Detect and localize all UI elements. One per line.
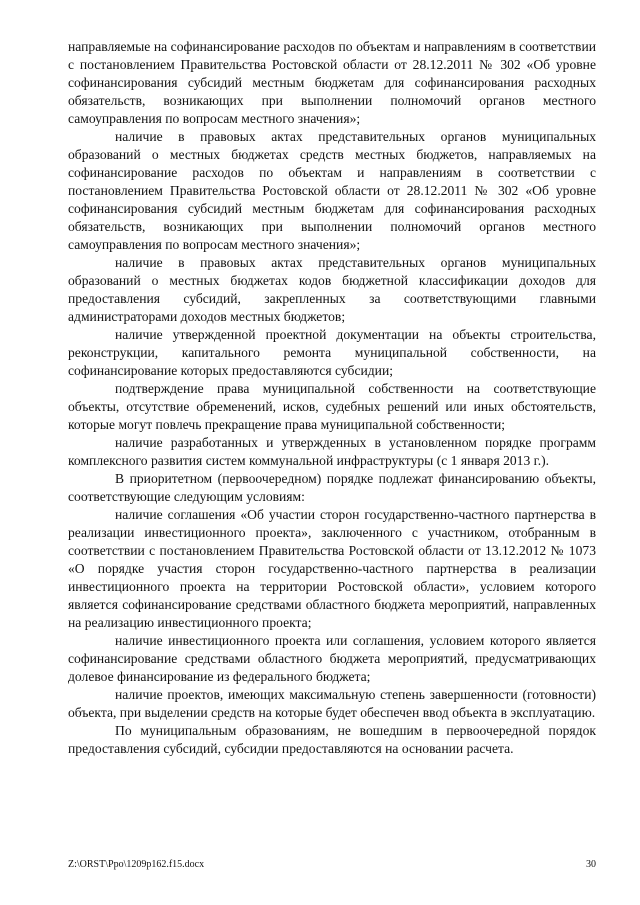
paragraph: наличие соглашения «Об участии сторон государственно-частного партнерства в реализации инвестиционного проекта», заключенного с участником, отобранным в соответствии с постановлением Правительства Ростовской области от 13.12.2012 № 1073 «О порядке участия сторон государственно-частного партнерства в реализации инвестиционного проекта на территории Ростовской области», условием которого является софинансирование средствами областного бюджета мероприятий, направленных на реализацию инвестиционного проекта; [68, 507, 596, 630]
page-footer [68, 858, 596, 872]
paragraph: По муниципальным образованиям, не вошедшим в первоочередной порядок предоставления субсидий, субсидии предоставляются на основании расчета. [68, 723, 596, 756]
paragraph: В приоритетном (первоочередном) порядке подлежат финансированию объекты, соответствующие следующим условиям: [68, 471, 596, 504]
paragraph: направляемые на софинансирование расходов по объектам и направлениям в соответствии с постановлением Правительства Ростовской области от 28.12.2011 № 302 «Об уровне софинансирования субсидий местным бюджетам для софинансирования расходных обязательств, возникающих при выполнении полномочий органов местного самоуправления по вопросам местного значения»; [68, 39, 596, 126]
paragraph: подтверждение права муниципальной собственности на соответствующие объекты, отсутствие обременений, исков, судебных решений или иных обстоятельств, которые могут повлечь прекращение права муниципальной собственности; [68, 381, 596, 432]
paragraph: наличие утвержденной проектной документации на объекты строительства, реконструкции, капитального ремонта муниципальной собственности, на софинансирование которых предоставляются субсидии; [68, 327, 596, 378]
footer-file-path: Z:\ORST\Ppo\1209p162.f15.docx [68, 859, 205, 870]
page-number: 30 [586, 859, 596, 870]
paragraph: наличие проектов, имеющих максимальную степень завершенности (готовности) объекта, при выделении средств на которые будет обеспечен ввод объекта в эксплуатацию. [68, 687, 596, 720]
paragraph: наличие инвестиционного проекта или соглашения, условием которого является софинансирование средствами областного бюджета мероприятий, предусматривающих долевое финансирование из федерального бюджета; [68, 633, 596, 684]
paragraph: наличие в правовых актах представительных органов муниципальных образований о местных бюджетах кодов бюджетной классификации доходов для предоставления субсидий, закрепленных за соответствующими главными администраторами доходов местных бюджетов; [68, 255, 596, 324]
document-body [68, 38, 596, 758]
paragraph: наличие в правовых актах представительных органов муниципальных образований о местных бюджетах средств местных бюджетов, направляемых на софинансирование расходов по объектам и направлениям в соответствии с постановлением Правительства Ростовской области от 28.12.2011 № 302 «Об уровне софинансирования субсидий местным бюджетам для софинансирования расходных обязательств, возникающих при выполнении полномочий органов местного самоуправления по вопросам местного значения»; [68, 129, 596, 252]
paragraph: наличие разработанных и утвержденных в установленном порядке программ комплексного развития систем коммунальной инфраструктуры (с 1 января 2013 г.). [68, 435, 596, 468]
